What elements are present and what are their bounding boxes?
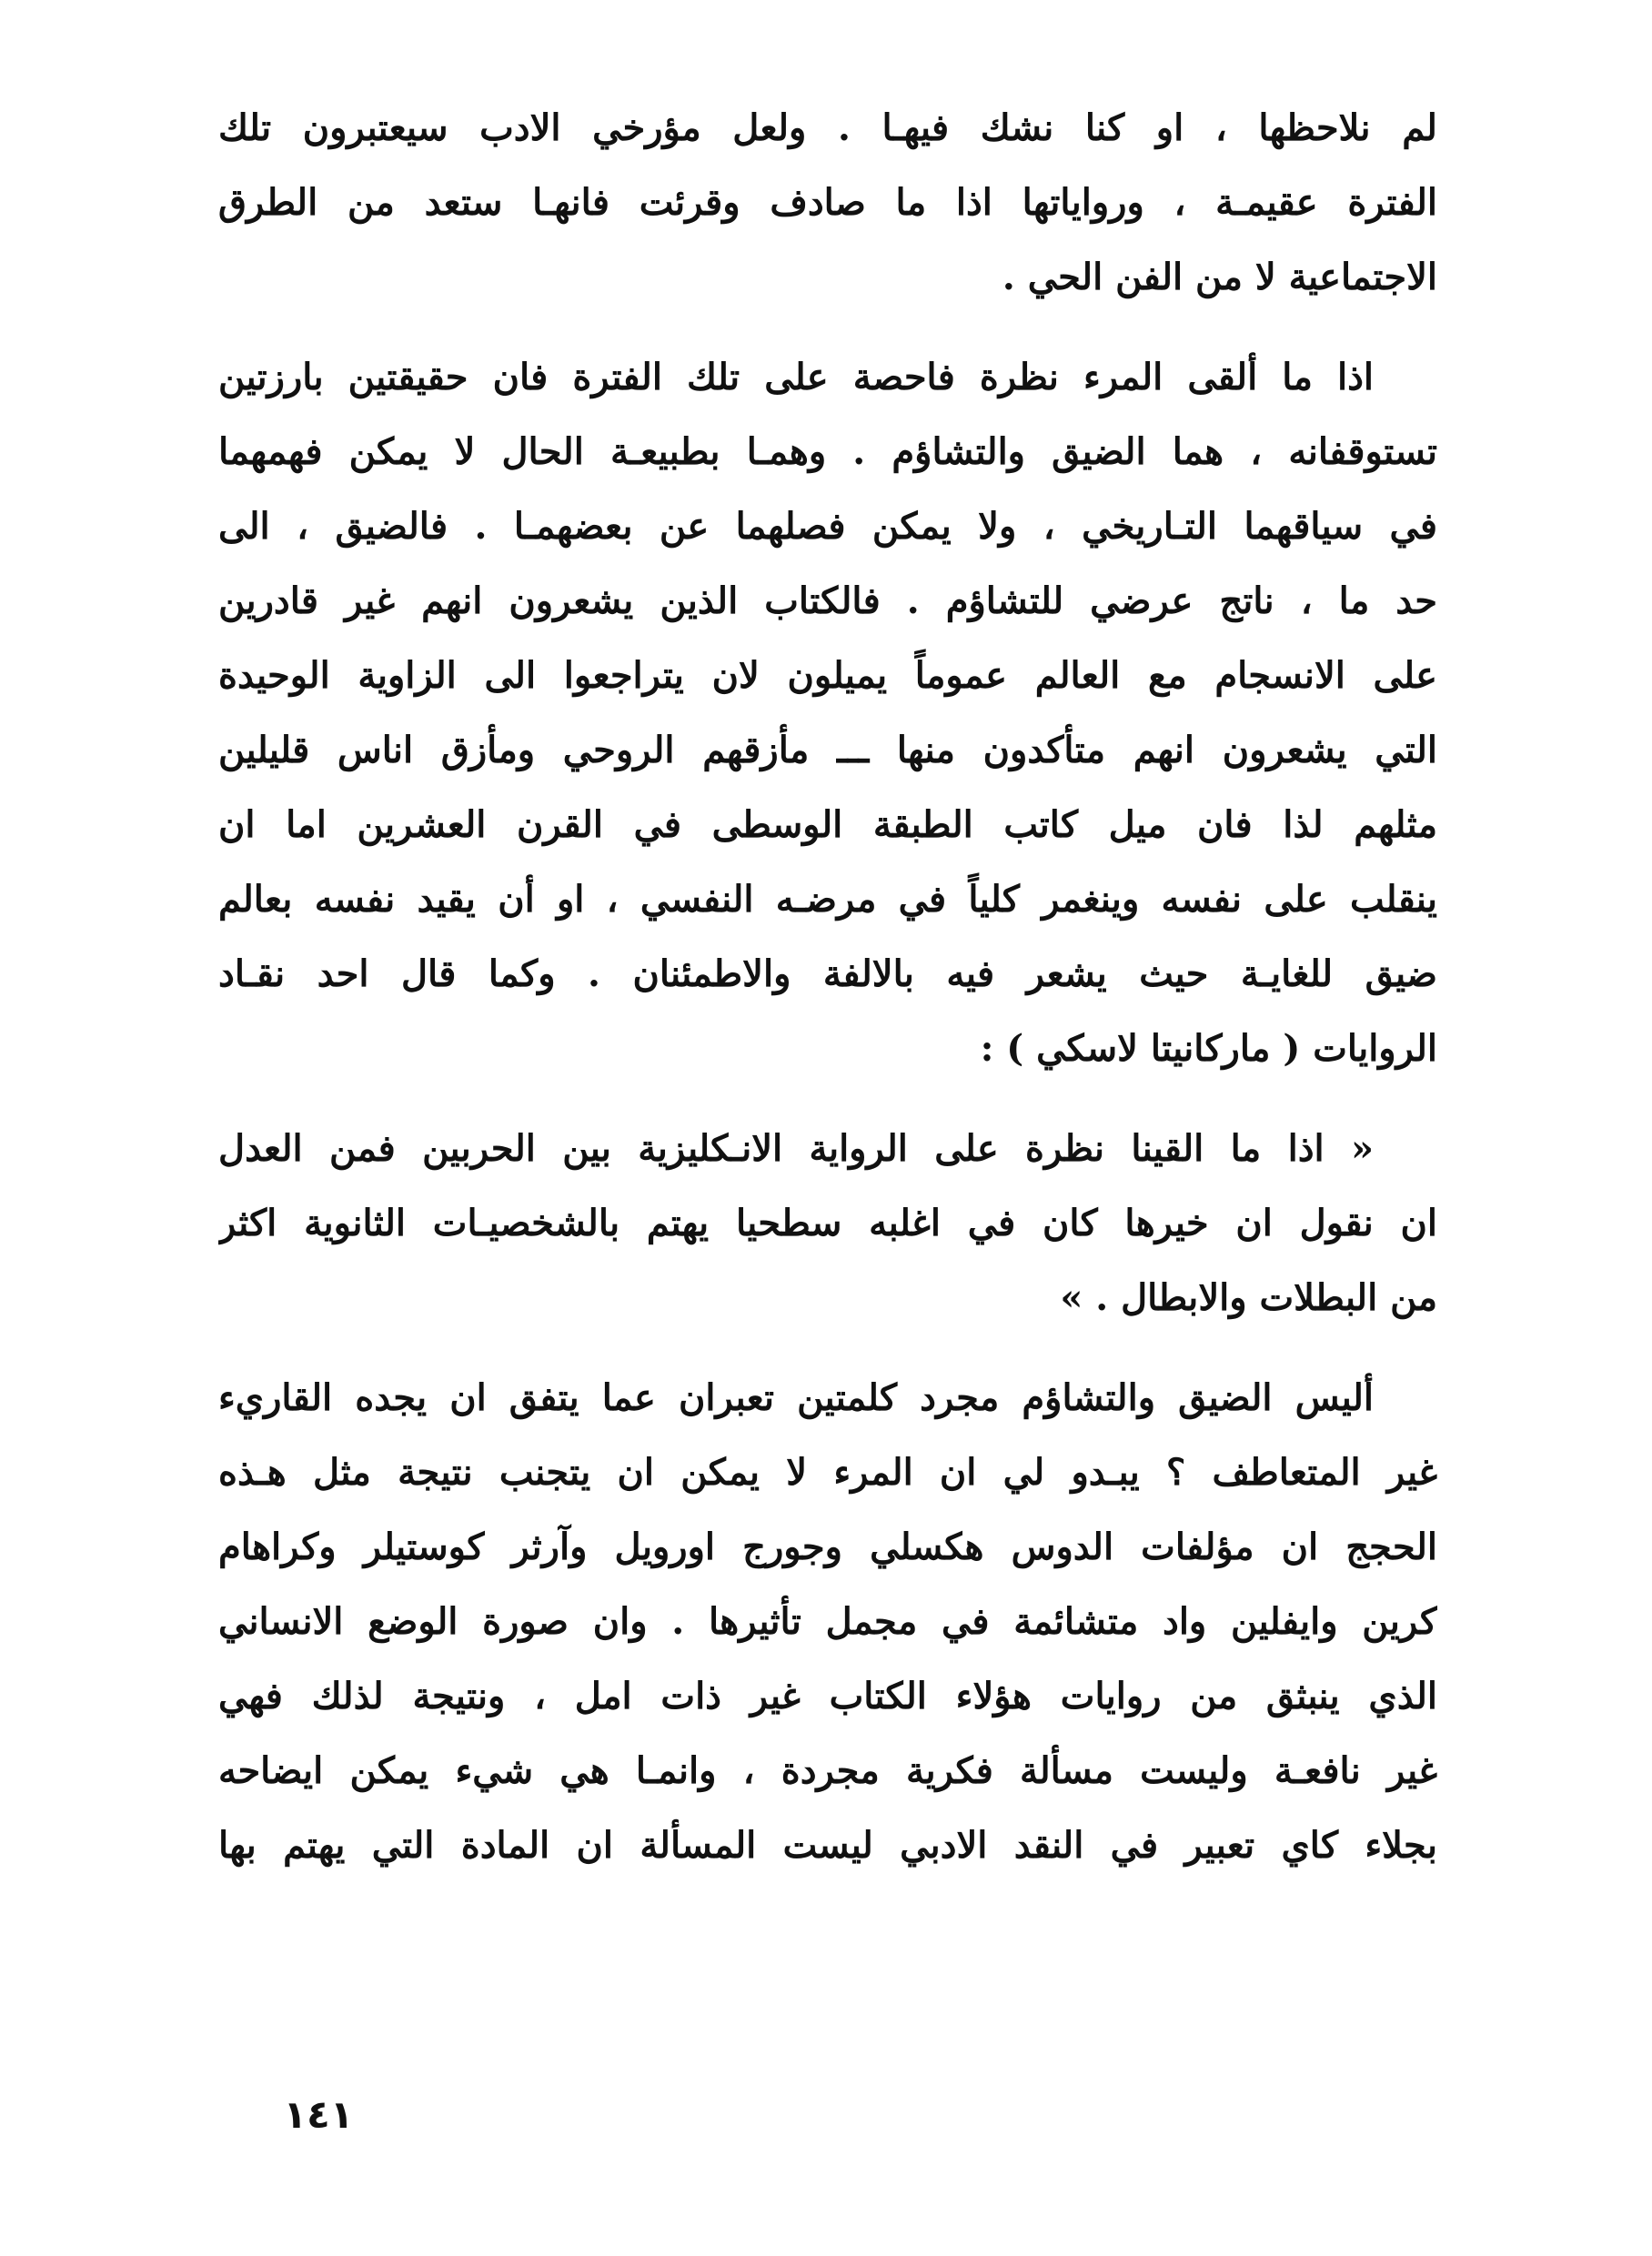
text-line: مثلهم لذا فان ميل كاتب الطبقة الوسطى في القرن العشرين اما ان (218, 803, 1437, 846)
text-line: غير نافعـة وليست مسألة فكرية مجردة ، وانمـا هي شيء يمكن ايضاحه (218, 1749, 1437, 1792)
text-line: على الانسجام مع العالم عموماً يميلون لان يتراجعوا الى الزاوية الوحيدة (218, 654, 1437, 697)
text-line: كرين وايفلين واد متشائمة في مجمل تأثيرها . وان صورة الوضع الانساني (218, 1600, 1437, 1643)
text-line: غير المتعاطف ؟ يبـدو لي ان المرء لا يمكن ان يتجنب نتيجة مثل هـذه (218, 1451, 1437, 1494)
text-line: ضيق للغايـة حيث يشعر فيه بالالفة والاطمئنان . وكما قال احد نقـاد (218, 952, 1437, 995)
paragraph-2 (218, 340, 1437, 1086)
text-line: حد ما ، ناتج عرضي للتشاؤم . فالكتاب الذين يشعرون انهم غير قادرين (218, 579, 1437, 622)
text-line: لم نلاحظها ، او كنا نشك فيهـا . ولعل مؤرخي الادب سيعتبرون تلك (218, 106, 1437, 149)
text-line: التي يشعرون انهم متأكدون منها ـــ مأزقهم الروحي ومأزق اناس قليلين (218, 729, 1437, 771)
document-page (218, 91, 1437, 2238)
text-line: اذا ما ألقى المرء نظرة فاحصة على تلك الفترة فان حقيقتين بارزتين (218, 356, 1374, 398)
text-line: الذي ينبثق من روايات هؤلاء الكتاب غير ذات امل ، ونتيجة لذلك فهي (218, 1675, 1437, 1717)
page-number: ١٤١ (283, 2092, 354, 2137)
paragraph-4 (218, 1361, 1437, 1883)
text-line: « اذا ما القينا نظرة على الرواية الانـكليزية بين الحربين فمن العدل (218, 1127, 1374, 1170)
text-line: الفترة عقيمـة ، ورواياتها اذا ما صادف وقرئت فانهـا ستعد من الطرق (218, 181, 1437, 224)
text-line: في سياقهما التـاريخي ، ولا يمكن فصلهما عن بعضهمـا . فالضيق ، الى (218, 505, 1437, 548)
text-line: تستوقفانه ، هما الضيق والتشاؤم . وهمـا بطبيعـة الحال لا يمكن فهمهما (218, 430, 1437, 473)
text-line: الاجتماعية لا من الفن الحي . (1002, 256, 1437, 298)
paragraph-1 (218, 91, 1437, 315)
text-line: بجلاء كاي تعبير في النقد الادبي ليست المسألة ان المادة التي يهتم بها (218, 1824, 1437, 1867)
text-line: ينقلب على نفسه وينغمر كلياً في مرضـه النفسي ، او أن يقيد نفسه بعالم (218, 878, 1437, 921)
text-line: الروايات ( ماركانيتا لاسكي ) : (980, 1027, 1437, 1070)
text-line: من البطلات والابطال . » (1060, 1276, 1437, 1319)
text-line: أليس الضيق والتشاؤم مجرد كلمتين تعبران عما يتفق ان يجده القاريء (218, 1376, 1374, 1419)
text-line: ان نقول ان خيرها كان في اغلبه سطحيا يهتم بالشخصيـات الثانوية اكثر (218, 1202, 1437, 1244)
text-line: الحجج ان مؤلفات الدوس هكسلي وجورج اورويل وآرثر كوستيلر وكراهام (218, 1526, 1437, 1568)
quote-paragraph (218, 1112, 1437, 1335)
